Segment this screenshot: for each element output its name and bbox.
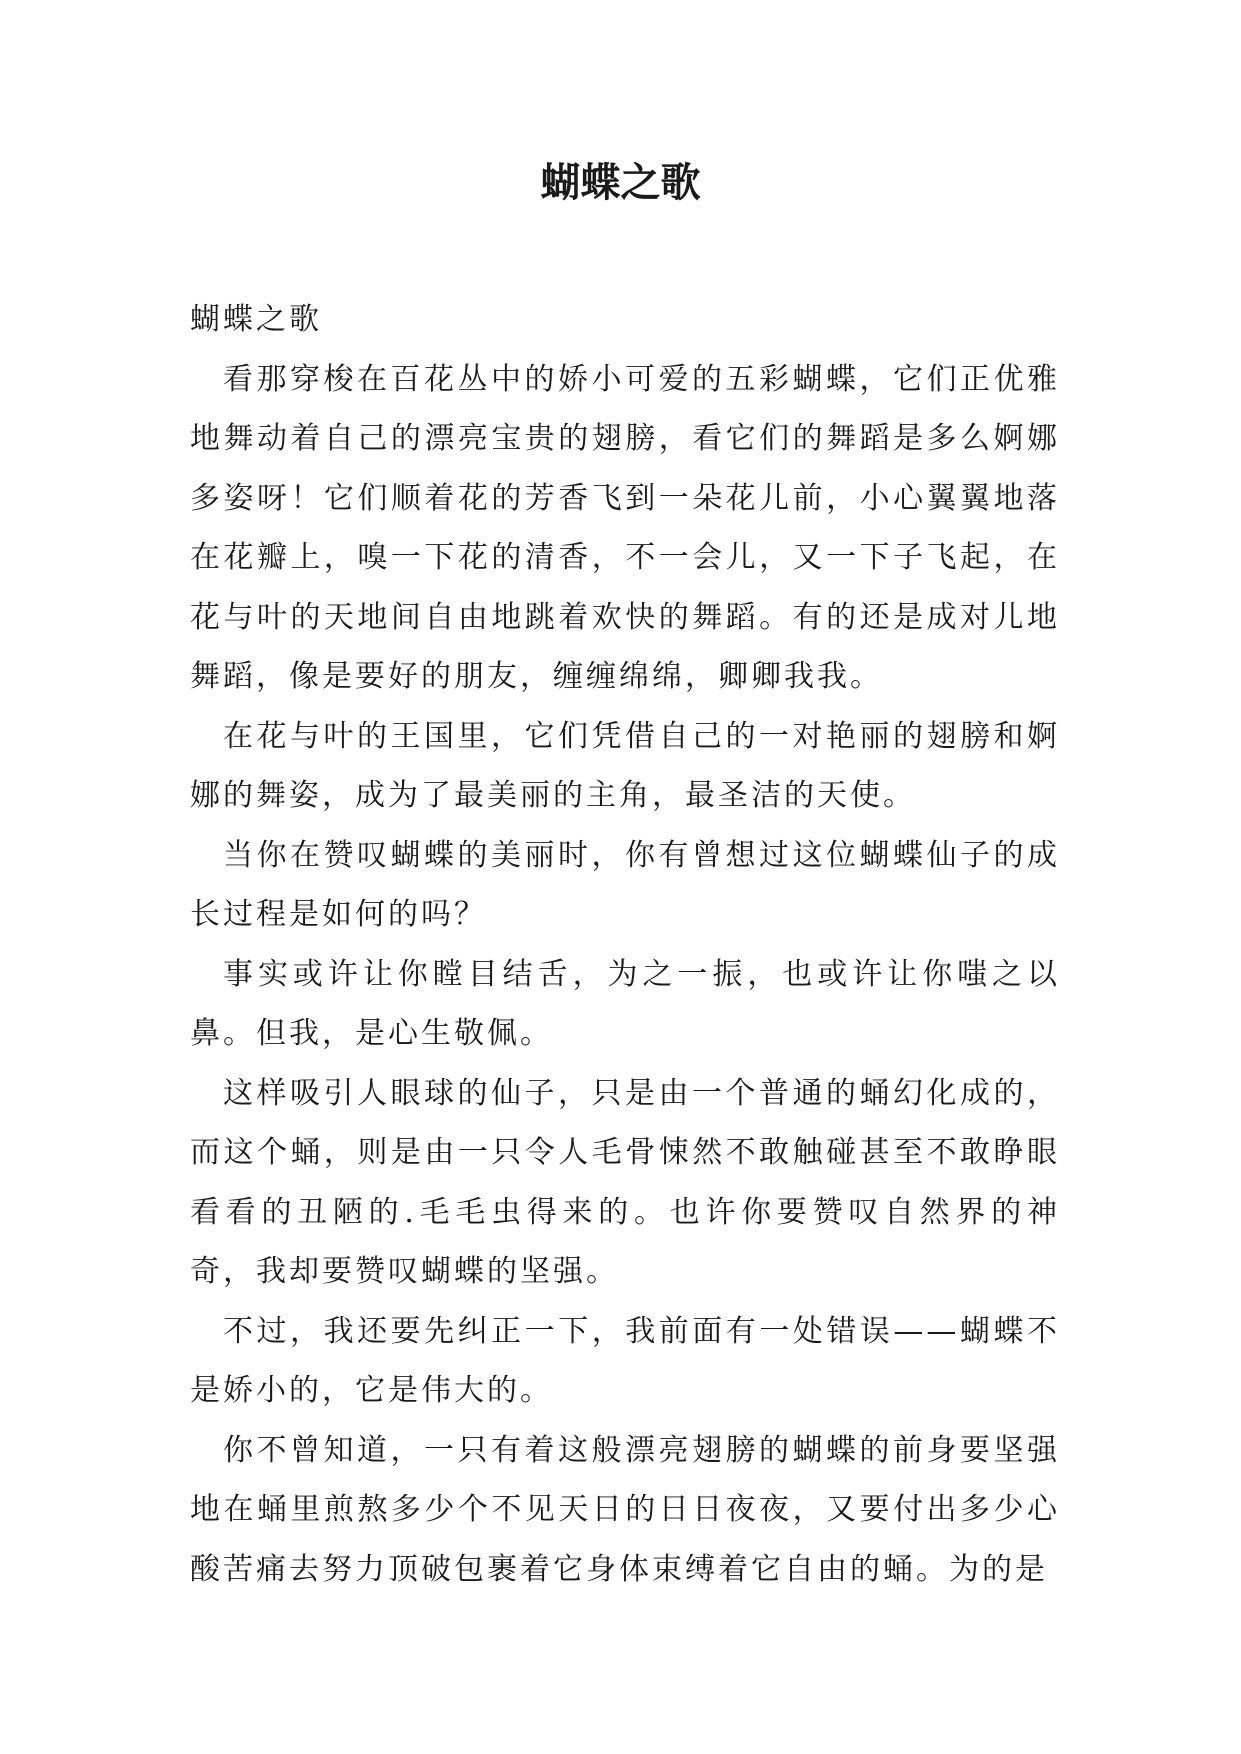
article-subtitle: 蝴蝶之歌 bbox=[190, 302, 322, 337]
paragraph-2: 在花与叶的王国里，它们凭借自己的一对艳丽的翅膀和婀娜的舞姿，成为了最美丽的主角，最圣洁的天使。 bbox=[190, 718, 1060, 813]
paragraph-3: 当你在赞叹蝴蝶的美丽时，你有曾想过这位蝴蝶仙子的成长过程是如何的吗？ bbox=[190, 837, 1060, 932]
paragraph-5: 这样吸引人眼球的仙子，只是由一个普通的蛹幻化成的，而这个蛹，则是由一只令人毛骨悚然不敢触碰甚至不敢睁眼看看的丑陋的.毛毛虫得来的。也许你要赞叹自然界的神奇，我却要赞叹蝴蝶的坚强。 bbox=[190, 1075, 1060, 1289]
paragraph-6: 不过，我还要先纠正一下，我前面有一处错误——蝴蝶不是娇小的，它是伟大的。 bbox=[190, 1313, 1060, 1408]
paragraph-4: 事实或许让你瞠目结舌，为之一振，也或许让你嗤之以鼻。但我，是心生敬佩。 bbox=[190, 956, 1060, 1051]
document-body bbox=[190, 290, 1060, 1599]
document-title: 蝴蝶之歌 bbox=[540, 159, 701, 206]
paragraph-7: 你不曾知道，一只有着这般漂亮翅膀的蝴蝶的前身要坚强地在蛹里煎熬多少个不见天日的日日夜夜，又要付出多少心酸苦痛去努力顶破包裹着它身体束缚着它自由的蛹。为的是 bbox=[190, 1432, 1060, 1587]
paragraph-1: 看那穿梭在百花丛中的娇小可爱的五彩蝴蝶，它们正优雅地舞动着自己的漂亮宝贵的翅膀，看它们的舞蹈是多么婀娜多姿呀！它们顺着花的芳香飞到一朵花儿前，小心翼翼地落在花瓣上，嗅一下花的清香，不一会儿，又一下子飞起，在花与叶的天地间自由地跳着欢快的舞蹈。有的还是成对儿地舞蹈，像是要好的朋友，缠缠绵绵，卿卿我我。 bbox=[190, 361, 1060, 694]
